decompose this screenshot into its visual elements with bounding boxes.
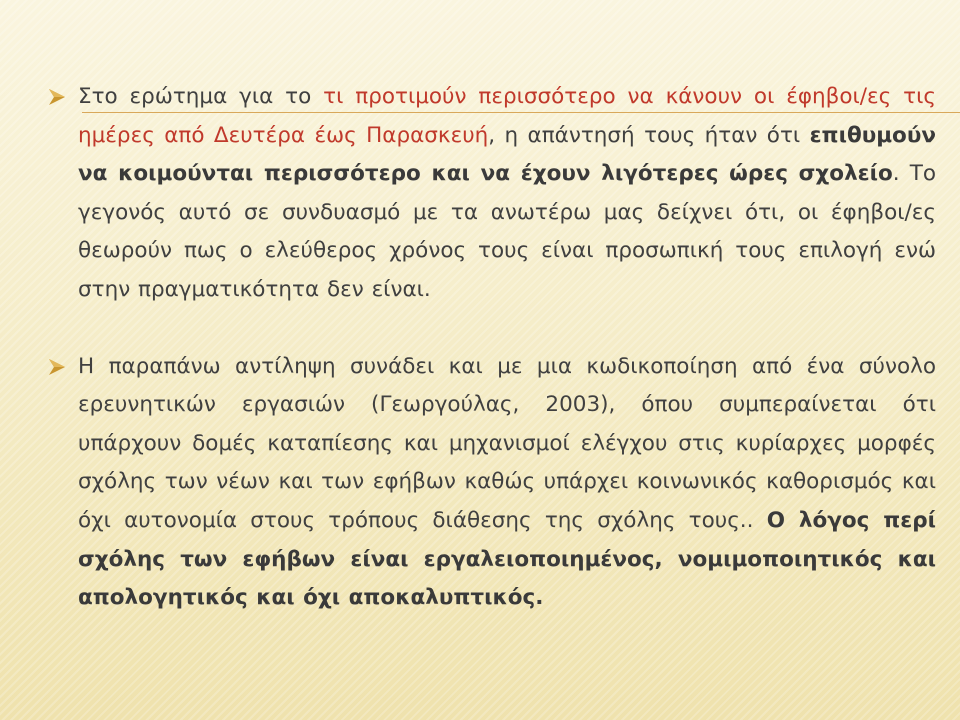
bullet-item bbox=[48, 348, 936, 618]
bullet-item bbox=[48, 78, 936, 310]
bullet-1-text-3: . Το γεγονός αυτό σε συνδυασμό με τα ανωτέρω μας δείχνει ότι, οι έφηβοι/ες θεωρούν πως ο ελεύθερος χρόνος τους είναι προσωπική τους επιλογή ενώ στην πραγματικότητα δεν είναι. bbox=[78, 161, 936, 302]
arrowhead-bullet-icon bbox=[48, 348, 68, 387]
bullet-1-highlight-red: τι προτιμούν περισσότερο να κάνουν οι έφηβοι/ες τις ημέρες από Δευτέρα έως Παρασκευή bbox=[78, 84, 936, 148]
bullet-1-text-2: , η απάντησή τους ήταν ότι bbox=[488, 122, 810, 148]
bullet-1-text-1: Στο ερώτημα για το bbox=[78, 84, 324, 109]
bullet-1-highlight-bold: επιθυμούν να κοιμούνται περισσότερο και να έχουν λιγότερες ώρες σχολείο bbox=[78, 122, 936, 187]
bullet-2-highlight-bold: Ο λόγος περί σχόλης των εφήβων είναι εργαλειοποιημένος, νομιμοποιητικός και απολογητικός και όχι αποκαλυπτικός. bbox=[78, 507, 936, 611]
slide-content bbox=[48, 78, 936, 618]
bullet-2-text-1: Η παραπάνω αντίληψη συνάδει και με μια κωδικοποίηση από ένα σύνολο ερευνητικών εργασιών (Γεωργούλας, 2003), όπου συμπεραίνεται ότι υπάρχουν δομές καταπίεσης και μηχανισμοί ελέγχου στις κυρίαρχες μορφές σχόλης των νέων και των εφήβων καθώς υπάρχει κοινωνικός καθορισμός και όχι αυτονομία στους τρόπους διάθεσης της σχόλης τους.. bbox=[78, 353, 936, 533]
arrowhead-bullet-icon bbox=[48, 78, 68, 117]
